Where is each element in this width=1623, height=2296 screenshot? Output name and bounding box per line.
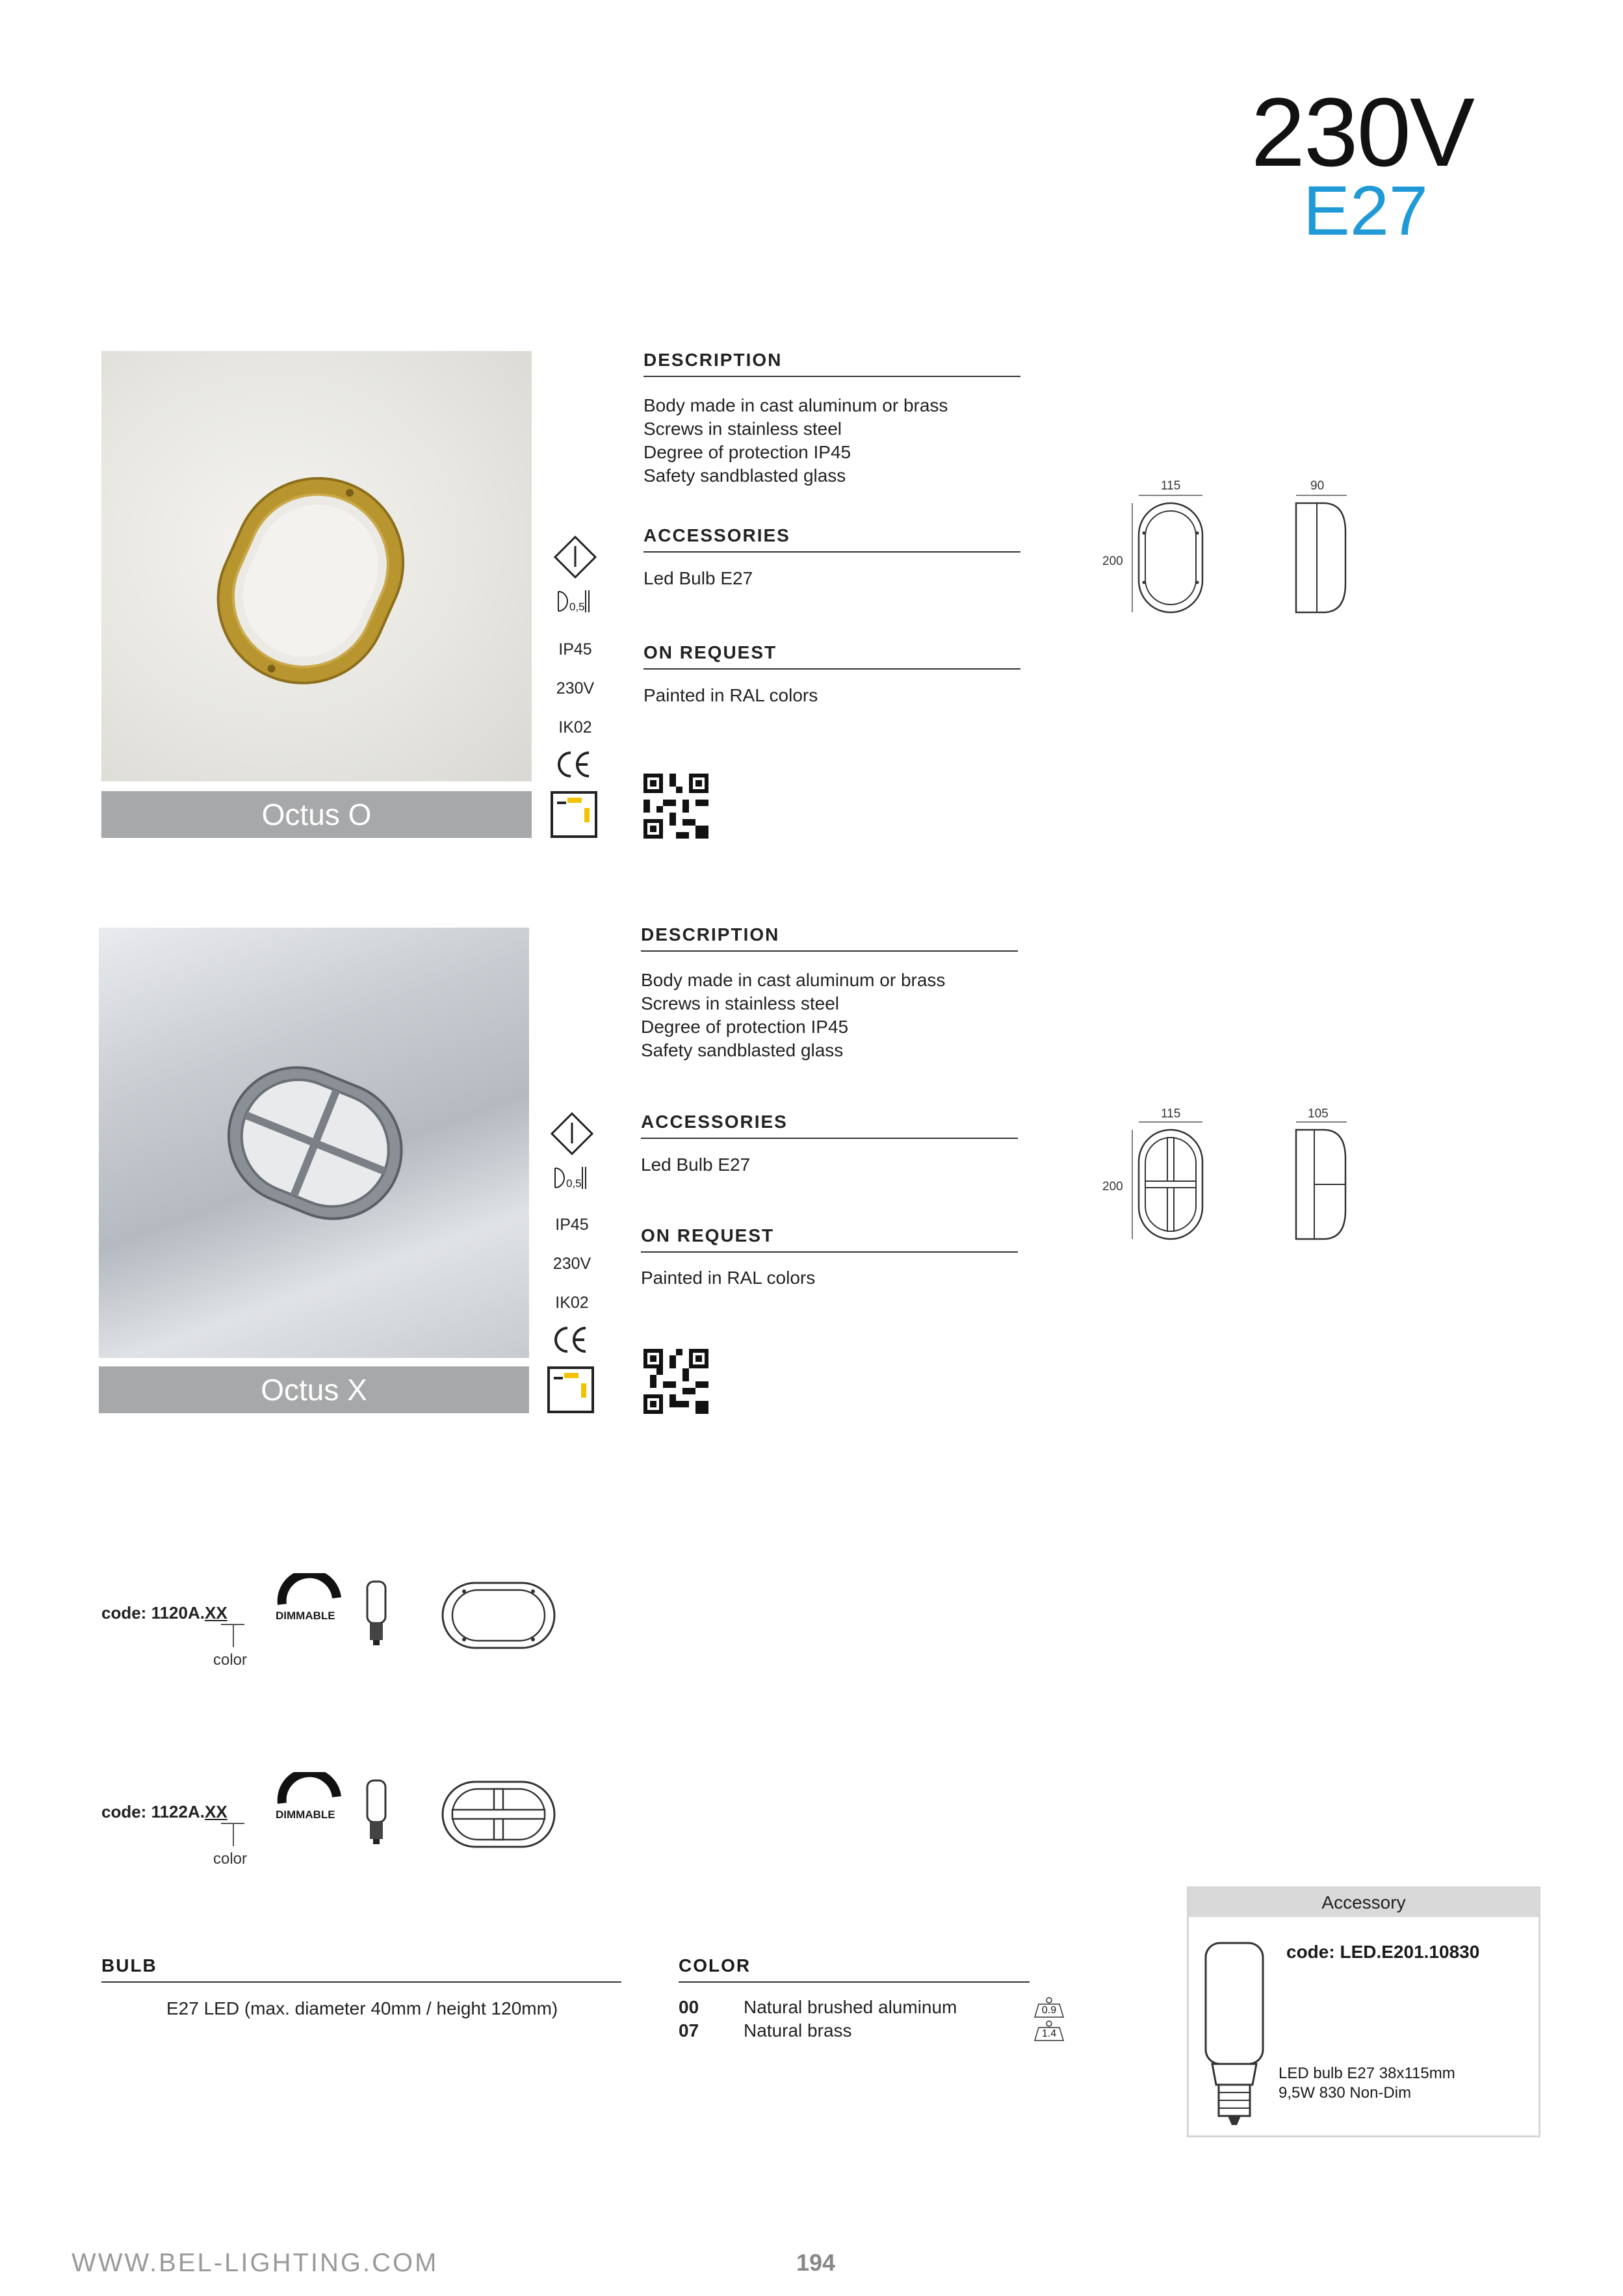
bulb-title: BULB <box>101 1955 621 1983</box>
dim-height: 200 <box>1102 1180 1123 1194</box>
description-text <box>643 394 948 488</box>
bulb-text: E27 LED (max. diameter 40mm / height 120mm) <box>166 1998 558 2018</box>
description-line: Degree of protection IP45 <box>641 1017 849 1037</box>
product-code-1122a <box>101 1802 227 1822</box>
accessories-title: ACCESSORIES <box>643 525 1020 553</box>
on-request-text: Painted in RAL colors <box>643 685 818 705</box>
technical-drawing-side <box>1291 493 1349 626</box>
description-title: DESCRIPTION <box>643 350 1020 377</box>
weight-value: 0.9 <box>1041 2005 1057 2016</box>
accessories-text: Led Bulb E27 <box>643 568 753 588</box>
dim-height: 200 <box>1102 554 1123 568</box>
dimmable-label: DIMMABLE <box>276 1808 335 1821</box>
product-thumbnail-octus-o <box>441 1581 556 1653</box>
description-line: Safety sandblasted glass <box>641 1040 844 1060</box>
ce-mark-icon <box>551 1324 590 1359</box>
code-pointer-bar <box>221 1823 244 1824</box>
code-color-hint: color <box>213 1651 248 1669</box>
voltage-rating: 230V <box>556 679 595 698</box>
distance-value: 0,5 <box>566 1177 582 1190</box>
description-line: Degree of protection IP45 <box>643 442 851 462</box>
list-item <box>679 1996 1069 2019</box>
on-request-text: Painted in RAL colors <box>641 1268 816 1288</box>
ip-rating: IP45 <box>558 640 592 659</box>
description-line: Screws in stainless steel <box>641 993 840 1013</box>
accessory-code <box>1286 1942 1479 1963</box>
color-list <box>679 1996 1069 2042</box>
description-line: Screws in stainless steel <box>643 419 842 439</box>
ik-rating: IK02 <box>558 718 592 737</box>
distance-value: 0,5 <box>569 601 585 613</box>
color-code: 00 <box>679 1997 699 2017</box>
led-module-icon <box>547 1366 594 1416</box>
product-photo-octus-o <box>101 351 532 781</box>
product-name-octus-o: Octus O <box>101 791 532 838</box>
accessory-desc-line: 9,5W 830 Non-Dim <box>1279 2084 1412 2102</box>
ik-rating: IK02 <box>555 1294 589 1312</box>
accessory-description <box>1279 2064 1455 2103</box>
dim-width: 115 <box>1161 479 1181 493</box>
page-number: 194 <box>796 2249 836 2276</box>
code-pointer-bar <box>221 1624 244 1625</box>
code-suffix: XX <box>204 1802 227 1821</box>
weight-value: 1.4 <box>1041 2028 1057 2039</box>
technical-drawing-front <box>1130 1119 1210 1253</box>
product-photo-octus-x <box>99 928 529 1358</box>
product-name-octus-x: Octus X <box>99 1366 529 1413</box>
installation-icon <box>546 534 604 583</box>
code-suffix: XX <box>204 1603 227 1623</box>
description-title: DESCRIPTION <box>641 924 1018 952</box>
dim-depth: 105 <box>1308 1107 1329 1121</box>
on-request-title: ON REQUEST <box>643 642 1020 670</box>
accessory-box <box>1187 1886 1540 2137</box>
installation-icon <box>543 1111 601 1160</box>
technical-drawing-side <box>1291 1119 1349 1253</box>
footer-url[interactable]: WWW.BEL-LIGHTING.COM <box>71 2249 439 2277</box>
accessory-title: Accessory <box>1189 1888 1539 1917</box>
dimmable-label: DIMMABLE <box>276 1610 335 1622</box>
color-code: 07 <box>679 2020 699 2041</box>
accessories-text: Led Bulb E27 <box>641 1155 751 1175</box>
led-bulb-icon <box>365 1779 387 1849</box>
voltage-heading: 230V <box>1251 77 1474 187</box>
description-line: Body made in cast aluminum or brass <box>643 395 948 415</box>
color-title: COLOR <box>679 1955 1030 1983</box>
description-line: Body made in cast aluminum or brass <box>641 970 946 990</box>
weight-icon <box>1030 1996 1069 2018</box>
dim-width: 115 <box>1161 1107 1181 1121</box>
description-line: Safety sandblasted glass <box>643 465 846 486</box>
color-name: Natural brass <box>744 2020 852 2041</box>
accessory-bulb-icon <box>1202 1940 1267 2132</box>
led-bulb-icon <box>365 1580 387 1650</box>
weight-icon <box>1030 2020 1069 2042</box>
product-code-1120a <box>101 1603 227 1623</box>
accessory-code-value: LED.E201.10830 <box>1340 1942 1480 1962</box>
ip-rating: IP45 <box>555 1216 589 1234</box>
description-text <box>641 969 945 1062</box>
qr-code-icon <box>643 1349 708 1417</box>
code-prefix: code: 1122A. <box>101 1802 205 1821</box>
color-name: Natural brushed aluminum <box>744 1997 957 2017</box>
voltage-rating: 230V <box>552 1255 591 1273</box>
led-module-icon <box>551 791 597 841</box>
code-pointer-line <box>233 1624 234 1647</box>
accessories-title: ACCESSORIES <box>641 1112 1018 1139</box>
technical-drawing-front <box>1130 493 1210 626</box>
accessory-desc-line: LED bulb E27 38x115mm <box>1279 2065 1455 2082</box>
product-thumbnail-octus-x <box>441 1780 556 1852</box>
ce-mark-icon <box>554 749 593 783</box>
dim-depth: 90 <box>1310 479 1325 493</box>
code-color-hint: color <box>213 1850 248 1868</box>
code-pointer-line <box>233 1823 234 1846</box>
socket-heading: E27 <box>1303 171 1428 250</box>
accessory-code-label: code: <box>1286 1942 1335 1962</box>
list-item <box>679 2019 1069 2042</box>
qr-code-icon <box>643 774 708 842</box>
code-prefix: code: 1120A. <box>101 1603 205 1623</box>
on-request-title: ON REQUEST <box>641 1225 1018 1253</box>
